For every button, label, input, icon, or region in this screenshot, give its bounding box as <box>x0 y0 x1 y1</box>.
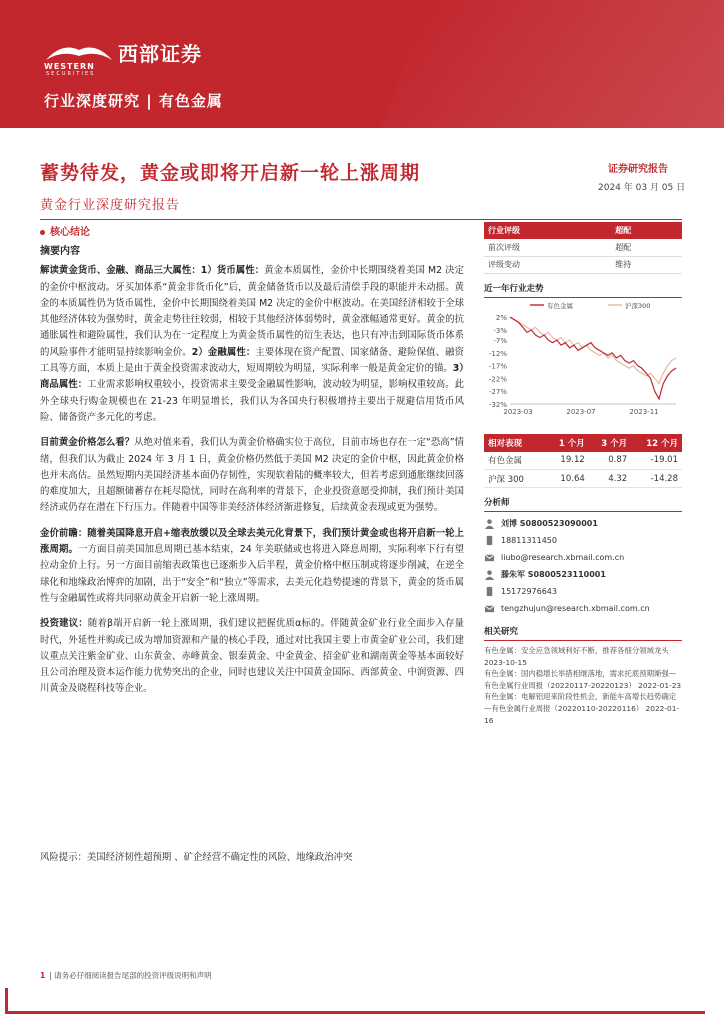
legend-label: 沪深300 <box>625 301 651 310</box>
analyst-phone: 15172976643 <box>501 587 557 596</box>
rating-cell: 评级变动 <box>484 256 611 273</box>
divider <box>40 219 682 220</box>
analyst-email-row <box>484 549 682 566</box>
phone-icon <box>484 535 495 546</box>
y-tick-label: -27% <box>488 387 507 396</box>
summary-paragraph-2 <box>40 435 464 516</box>
summary-p1-a: 黄金本质属性，金价中长期围绕着美国 M2 决定的金价中枢波动。牙买加体系“黄金非货币化”后，黄金储备货币以及最后清偿手段的职能并未动摇。黄金的本质属性仍为货币属性，金价中长期围绕着美国 M2 决定的金价中枢波动。在美国经济相较于全球其他经济体较为强势时，黄金走势往往较弱，相较于其他经济体弱势时，黄金涨幅通常更好。黄金的抗通胀属性和避险属性，我们认为在一定程度上为黄金货币属性的衍生表达，也只有冲击到国际货币体系的风险事件才能明显持续影响金价。 <box>40 265 464 358</box>
rating-header-value: 超配 <box>611 222 682 239</box>
person-icon <box>484 569 495 580</box>
corner-decoration <box>5 1011 705 1014</box>
phone-icon <box>484 586 495 597</box>
y-tick-label: -12% <box>488 349 507 358</box>
summary-heading: 摘要内容 <box>40 246 80 257</box>
perf-header-cell: 3 个月 <box>589 434 631 452</box>
analyst-name-row <box>484 566 682 583</box>
summary-paragraph-4 <box>40 616 464 697</box>
perf-header-cell: 相对表现 <box>484 434 546 452</box>
mail-icon <box>484 552 495 563</box>
summary-p4: 随着β端开启新一轮上涨周期，我们建议把握优质α标的。伴随黄金矿业行业全面步入存量时代，外延性并购或已成为增加资源和产量的核心手段，通过对比我国主要上市黄金矿业公司，我们建议重点关注紫金矿业、山东黄金、赤峰黄金、银泰黄金、中金黄金、招金矿业和湖南黄金等基本面较好且公司治理及资本运作能力优势突出的企业，同时也建议关注中国黄金国际、西部黄金、中润资源、四川黄金及晓程科技等企业。 <box>40 618 464 695</box>
table-row <box>484 470 682 488</box>
summary-p3: 一方面目前美国加息周期已基本结束，24 年美联储或也将进入降息周期，实际利率下行有望拉动金价上行。另一方面目前缩表政策也已逐渐步入后半程，黄金价格中枢压制或将逐步削减，在逆全球化和地缘政治博弈的加剧，出于“安全”和“独立”等需求，去美元化趋势提速的背景下，黄金的货币属性与金融属性或将共同驱动黄金开启新一轮上涨周期。 <box>40 544 464 604</box>
analyst-email[interactable]: tengzhujun@research.xbmail.com.cn <box>501 604 650 613</box>
perf-cell: -14.28 <box>631 470 682 488</box>
summary-section <box>40 244 464 707</box>
summary-p2: 从绝对值来看，我们认为黄金价格确实位于高位，目前市场也存在一定“恐高”情绪，但我们认为截止 2024 年 3 月 1 日，黄金价格仍然低于美国 M2 决定的金价中枢，因此黄金价格也并未高估。虽然短期内美国经济基本面仍存韧性，实现软着陆的概率较大，但若考虑到通胀继续回落的难度加大，且超额储蓄存在耗尽隐忧，同时在高利率的背景下，企业投资意愿受抑制，我们预计美国经济或仍存在潜在下行压力。伴随着中国等非美经济体经济渐进修复，后续黄金表现或更为强势。 <box>40 437 464 514</box>
y-tick-label: -32% <box>488 400 507 409</box>
perf-cell: -19.01 <box>631 452 682 470</box>
trend-chart <box>484 300 682 424</box>
page-subtitle: 黄金行业深度研究报告 <box>40 198 181 213</box>
analyst-phone-row <box>484 583 682 600</box>
trend-title: 近一年行业走势 <box>484 282 682 298</box>
legend-label: 有色金属 <box>547 301 573 310</box>
summary-p1-lead: 解读黄金货币、金融、商品三大属性：1）货币属性： <box>40 265 265 277</box>
y-tick-label: -7% <box>493 336 507 345</box>
perf-cell: 10.64 <box>546 470 588 488</box>
x-tick-label: 2023-03 <box>503 407 533 416</box>
perf-cell: 0.87 <box>589 452 631 470</box>
analyst-name: 刘博 S0800523090001 <box>501 519 598 528</box>
mail-icon <box>484 603 495 614</box>
series-line-沪深300 <box>510 317 676 384</box>
section-label-core <box>40 223 90 238</box>
y-tick-label: -22% <box>488 374 507 383</box>
header-banner <box>0 0 724 128</box>
summary-p1-b: 主要体现在资产配置、国家储备、避险保值、融资工具等方面，本质上是由于黄金投资需求波动大，短周期较为明显，实际利率一般是黄金定价的锚。 <box>40 346 464 375</box>
doc-type: 证券研究报告 <box>608 164 668 175</box>
table-row <box>484 452 682 470</box>
report-date: 2024 年 03 月 05 日 <box>598 183 686 193</box>
analyst-email[interactable]: liubo@research.xbmail.com.cn <box>501 553 625 562</box>
rating-cell: 前次评级 <box>484 239 611 256</box>
table-row <box>484 256 682 273</box>
x-tick-label: 2023-11 <box>629 407 659 416</box>
analyst-email-row <box>484 600 682 617</box>
perf-cell: 4.32 <box>589 470 631 488</box>
summary-p3-lead: 金价前瞻：随着美国降息开启+缩表放缓以及全球去美元化背景下，我们预计黄金或也将开启新一轮上涨周期。 <box>40 527 464 556</box>
rating-header-row <box>484 222 682 239</box>
y-tick-label: -3% <box>493 326 507 335</box>
related-item[interactable]: 有色金属：国内稳增长举措相继落地，需求托底预期渐强—有色金属行业周报（20220117-20220123） 2022-01-23 <box>484 669 682 690</box>
analyst-name-row <box>484 515 682 532</box>
y-tick-label: -17% <box>488 362 507 371</box>
related-list <box>484 645 682 726</box>
rating-header-label: 行业评级 <box>484 222 611 239</box>
perf-header-cell: 12 个月 <box>631 434 682 452</box>
page-title: 蓄势待发，黄金或即将开启新一轮上涨周期 <box>40 162 421 184</box>
x-tick-label: 2023-07 <box>566 407 596 416</box>
analyst-name: 滕朱军 S0800523110001 <box>501 570 606 579</box>
header-decoration <box>377 0 724 128</box>
footer-text: | 请务必仔细阅读报告尾部的投资评级说明和声明 <box>49 971 212 980</box>
analyst-block <box>484 515 682 617</box>
table-row <box>484 239 682 256</box>
sidebar <box>484 222 682 726</box>
summary-paragraph-3 <box>40 526 464 607</box>
related-item[interactable]: 有色金属：电解铝迎来阶段性机会，新能车高增长趋势确定—有色金属行业周报（20220110-20220116） 2022-01-16 <box>484 692 680 725</box>
summary-p2-lead: 目前黄金价格怎么看？ <box>40 437 135 449</box>
perf-cell: 有色金属 <box>484 452 546 470</box>
summary-p1-com: 3）商品属性： <box>40 363 464 391</box>
related-title: 相关研究 <box>484 625 682 641</box>
summary-p1-fin: 2）金融属性： <box>191 346 256 358</box>
brand-name: 西部证券 <box>118 42 202 66</box>
page-footer <box>40 970 212 981</box>
summary-p1-c: 工业需求影响权重较小，投资需求主要受金融属性影响，波动较为明显，影响权重较高。此外全球央行购金规模也在 21-23 年明显增长，我们认为各国央行积极增持主要出于规避信用货币风险、储备资产多元化的考虑。 <box>40 379 464 423</box>
analyst-title: 分析师 <box>484 496 682 512</box>
perf-header-cell: 1 个月 <box>546 434 588 452</box>
brand-sub: SECURITIES <box>46 71 96 77</box>
perf-cell: 沪深 300 <box>484 470 546 488</box>
report-category: 行业深度研究 | 有色金属 <box>44 92 223 110</box>
brand-name-en: WESTERN <box>44 62 95 71</box>
summary-p4-lead: 投资建议： <box>40 618 88 630</box>
rating-cell: 维持 <box>611 256 682 273</box>
analyst-phone-row <box>484 532 682 549</box>
page-number: 1 <box>40 971 46 980</box>
core-label-text: 核心结论 <box>50 227 90 238</box>
bullet-icon <box>40 230 45 235</box>
summary-paragraph-1 <box>40 263 464 426</box>
rating-table <box>484 222 682 274</box>
rating-cell: 超配 <box>611 239 682 256</box>
y-tick-label: 2% <box>495 313 507 322</box>
related-item[interactable]: 有色金属：安全应急领域利好不断，推荐各细分领域龙头 2023-10-15 <box>484 646 669 667</box>
person-icon <box>484 518 495 529</box>
risk-warning: 风险提示：美国经济韧性超预期 、矿企经营不确定性的风险、地缘政治冲突 <box>40 852 353 863</box>
trend-chart-svg <box>484 300 682 424</box>
performance-table <box>484 434 682 489</box>
series-line-有色金属 <box>510 317 676 399</box>
performance-header-row <box>484 434 682 452</box>
perf-cell: 19.12 <box>546 452 588 470</box>
analyst-phone: 18811311450 <box>501 536 557 545</box>
